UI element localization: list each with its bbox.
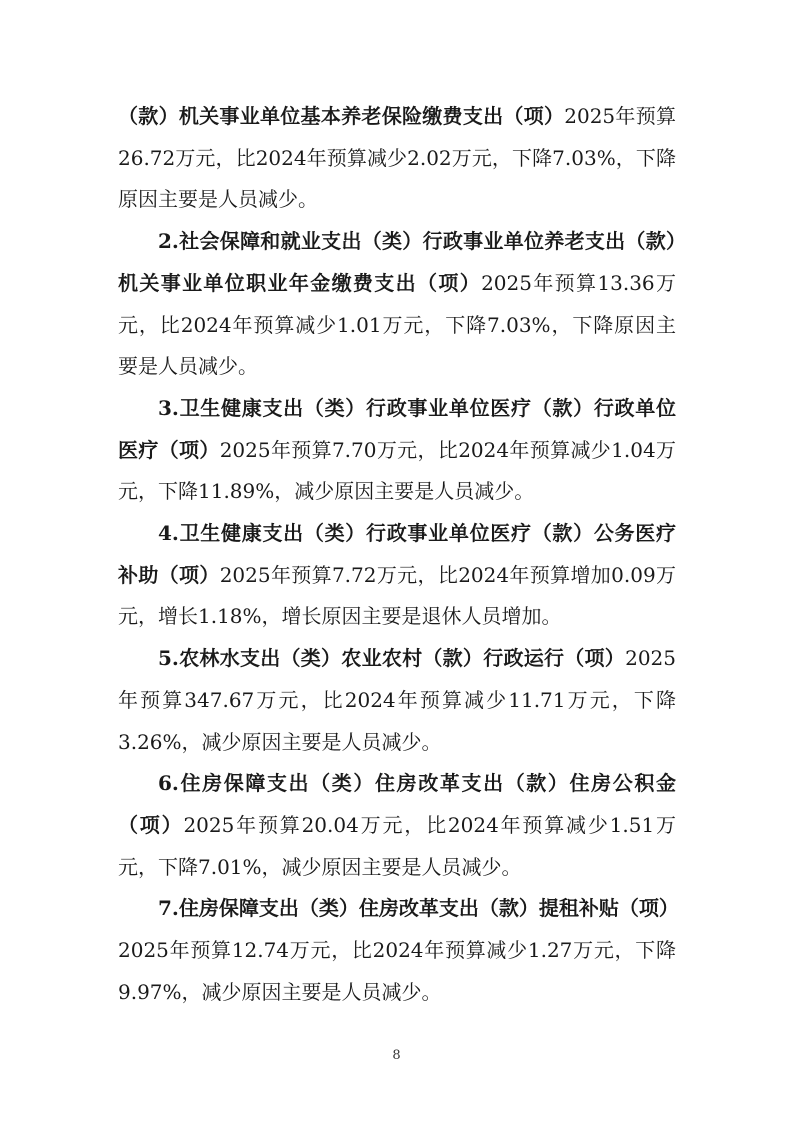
paragraph-text: 2025年预算20.04万元，比2024年预算减少1.51万元，下降7.01%，减少原因主要是人员减少。	[118, 812, 676, 879]
paragraph-item-5	[118, 638, 676, 763]
paragraph-text: 2025年预算347.67万元，比2024年预算减少11.71万元，下降3.26%，减少原因主要是人员减少。	[118, 646, 676, 754]
paragraph-item-7	[118, 888, 679, 1013]
paragraph-item-4	[118, 513, 676, 638]
paragraph-text: 2025年预算13.36万元，比2024年预算减少1.01万元，下降7.03%，下降原因主要是人员减少。	[118, 270, 676, 379]
paragraph-text: 2025年预算26.72万元，比2024年预算减少2.02万元，下降7.03%，下降原因主要是人员减少。	[118, 104, 676, 212]
page-number: 8	[392, 1048, 401, 1063]
paragraph-item-3	[118, 388, 676, 513]
paragraph-heading: 5.农林水支出（类）农业农村（款）行政运行（项）	[158, 646, 626, 671]
paragraph-heading: 3.卫生健康支出（类）行政事业单位医疗（款）行政单位医疗（项）	[118, 395, 676, 462]
paragraph-text: 2025年预算12.74万元，比2024年预算减少1.27万元，下降9.97%，减少原因主要是人员减少。	[118, 938, 676, 1004]
paragraph-heading: 4.卫生健康支出（类）行政事业单位医疗（款）公务医疗补助（项）	[118, 521, 676, 587]
paragraph-heading: 2.社会保障和就业支出（类）行政事业单位养老支出（款）机关事业单位职业年金缴费支出（项）	[118, 229, 676, 295]
paragraph-heading: （款）机关事业单位基本养老保险缴费支出（项）	[118, 104, 565, 128]
paragraph-text: 2025年预算7.70万元，比2024年预算减少1.04万元，下降11.89%，减少原因主要是人员减少。	[118, 437, 677, 504]
paragraph-text: 2025年预算7.72万元，比2024年预算增加0.09万元，增长1.18%，增长原因主要是退休人员增加。	[118, 562, 677, 629]
paragraph-heading: 6.住房保障支出（类）住房改革支出（款）住房公积金（项）	[118, 771, 676, 837]
paragraph-item-6	[118, 763, 676, 888]
paragraph-item-1	[118, 96, 676, 221]
paragraph-item-2	[118, 221, 676, 388]
paragraph-heading: 7.住房保障支出（类）住房改革支出（款）提租补贴（项）	[158, 896, 679, 921]
document-body	[118, 96, 679, 1013]
